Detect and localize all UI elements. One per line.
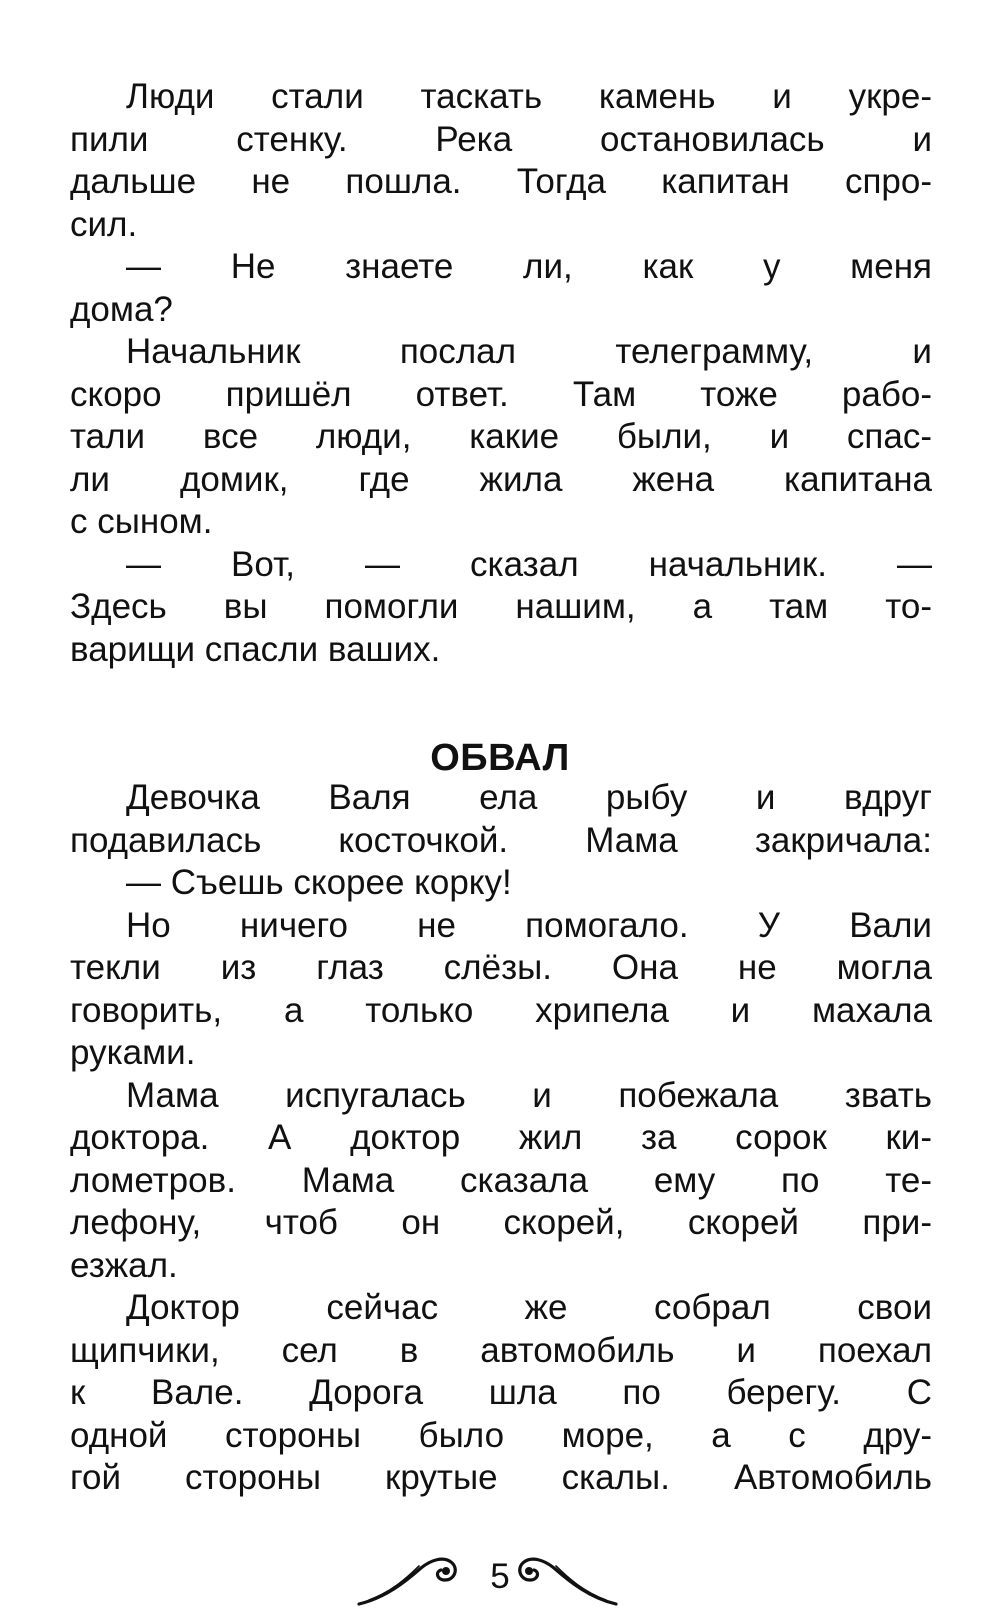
text-line: гой стороны крутые скалы. Автомобиль xyxy=(70,1458,932,1497)
page-number: 5 xyxy=(490,1557,510,1596)
text-line: ли домик, где жила жена капитана xyxy=(70,459,932,499)
text-line: варищи спасли ваших. xyxy=(70,629,441,669)
text-line: Люди стали таскать камень и укре- xyxy=(126,77,932,116)
text-line: сил. xyxy=(70,204,138,244)
text-line: Доктор сейчас же собрал свои xyxy=(126,1288,932,1327)
text-line: к Вале. Дорога шла по берегу. С xyxy=(70,1373,932,1412)
text-line: пили стенку. Река остановилась и xyxy=(70,119,932,159)
text-line: с сыном. xyxy=(70,502,213,541)
text-line: говорить, а только хрипела и махала xyxy=(70,990,932,1030)
text-line: дальше не пошла. Тогда капитан спро- xyxy=(70,162,932,201)
text-line: лометров. Мама сказала ему по те- xyxy=(70,1160,932,1200)
text-line: Начальник послал телеграмму, и xyxy=(126,332,932,371)
text-line: текли из глаз слёзы. Она не могла xyxy=(70,948,932,987)
text-line: скоро пришёл ответ. Там тоже рабо- xyxy=(70,374,932,414)
text-line: Но ничего не помогало. У Вали xyxy=(126,905,932,945)
text-line: доктора. А доктор жил за сорок ки- xyxy=(70,1118,932,1157)
text-line: езжал. xyxy=(70,1245,178,1285)
dialogue-line: — Вот, — сказал начальник. — xyxy=(126,544,932,584)
text-line: дома? xyxy=(70,289,173,329)
text-line: Девочка Валя ела рыбу и вдруг xyxy=(126,778,932,817)
text-line: лефону, чтоб он скорей, скорей при- xyxy=(70,1203,932,1242)
text-line: Здесь вы помогли нашим, а там то- xyxy=(70,587,932,626)
text-line: Мама испугалась и побежала звать xyxy=(126,1075,932,1115)
top-text-block xyxy=(70,76,932,671)
story-title: ОБВАЛ xyxy=(430,737,570,779)
text-line: подавилась косточкой. Мама закричала: xyxy=(70,820,932,860)
text-line: руками. xyxy=(70,1033,196,1072)
story-text-block xyxy=(70,777,932,1500)
text-line: щипчики, сел в автомобиль и поехал xyxy=(70,1330,932,1370)
dialogue-line: — Съешь скорее корку! xyxy=(126,863,512,902)
text-line: тали все люди, какие были, и спас- xyxy=(70,417,932,456)
text-line: одной стороны было море, а с дру- xyxy=(70,1415,932,1455)
dialogue-line: — Не знаете ли, как у меня xyxy=(126,247,932,286)
